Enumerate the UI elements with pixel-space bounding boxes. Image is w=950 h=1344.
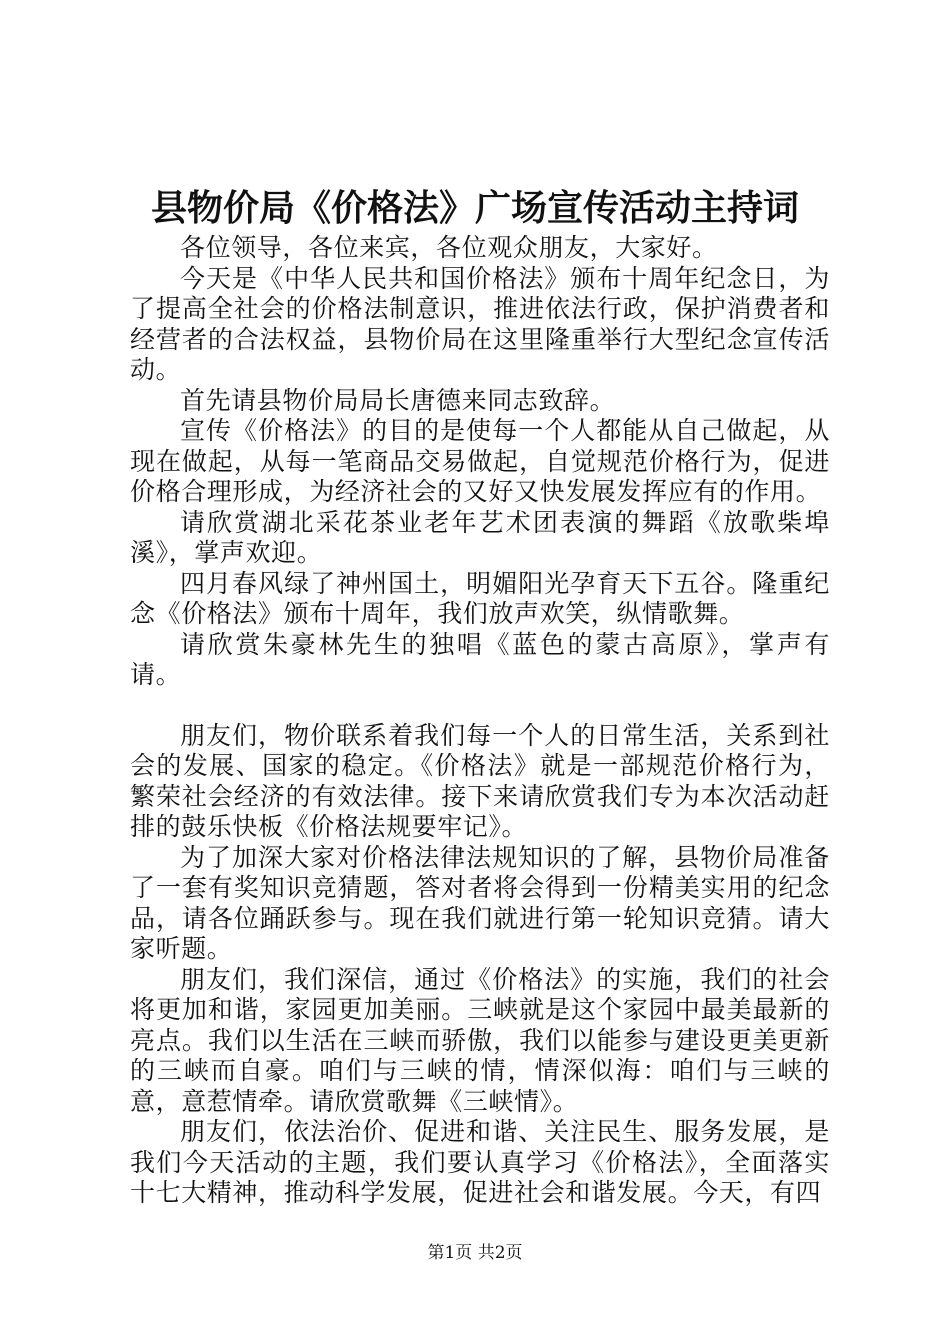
document-body xyxy=(130,233,830,1209)
paragraph-spring: 四月春风绿了神州国土，明媚阳光孕育天下五谷。隆重纪念《价格法》颁布十周年，我们放声欢笑，纵情歌舞。 xyxy=(130,568,830,628)
document-title: 县物价局《价格法》广场宣传活动主持词 xyxy=(150,187,799,229)
paragraph-dance: 请欣赏湖北采花茶业老年艺术团表演的舞蹈《放歌柴埠溪》，掌声欢迎。 xyxy=(130,507,830,567)
paragraph-intro: 今天是《中华人民共和国价格法》颁布十周年纪念日，为了提高全社会的价格法制意识，推进依法行政，保护消费者和经营者的合法权益，县物价局在这里隆重举行大型纪念宣传活动。 xyxy=(130,263,830,384)
paragraph-solo: 请欣赏朱豪林先生的独唱《蓝色的蒙古高原》，掌声有请。 xyxy=(130,629,830,689)
page-footer: 第1页 共2页 xyxy=(427,1243,523,1263)
paragraph-speech-invite: 首先请县物价局局长唐德来同志致辞。 xyxy=(180,385,616,415)
paragraph-greeting: 各位领导，各位来宾，各位观众朋友，大家好。 xyxy=(180,233,718,262)
paragraph-three-gorges: 朋友们，我们深信，通过《价格法》的实施，我们的社会将更加和谐，家园更加美丽。三峡就是这个家园中最美最新的亮点。我们以生活在三峡而骄傲，我们以能参与建设更美更新的三峡而自豪。咱们与三峡的情，情深似海：咱们与三峡的意，意惹情牵。请欣赏歌舞《三峡情》。 xyxy=(130,964,830,1116)
paragraph-purpose: 宣传《价格法》的目的是使每一个人都能从自己做起，从现在做起，从每一笔商品交易做起，自觉规范价格行为，促进价格合理形成，为经济社会的又好又快发展发挥应有的作用。 xyxy=(130,416,830,506)
paragraph-theme: 朋友们，依法治价、促进和谐、关注民生、服务发展，是我们今天活动的主题，我们要认真学习《价格法》，全面落实十七大精神，推动科学发展，促进社会和谐发展。今天，有四 xyxy=(130,1117,830,1207)
paragraph-quiz: 为了加深大家对价格法律法规知识的了解，县物价局准备了一套有奖知识竞猜题，答对者将会得到一份精美实用的纪念品，请各位踊跃参与。现在我们就进行第一轮知识竞猜。请大家听题。 xyxy=(130,842,830,963)
paragraph-daily-life: 朋友们，物价联系着我们每一个人的日常生活，关系到社会的发展、国家的稳定。《价格法》就是一部规范价格行为，繁荣社会经济的有效法律。接下来请欣赏我们专为本次活动赶排的鼓乐快板《价格法规要牢记》。 xyxy=(130,720,830,841)
